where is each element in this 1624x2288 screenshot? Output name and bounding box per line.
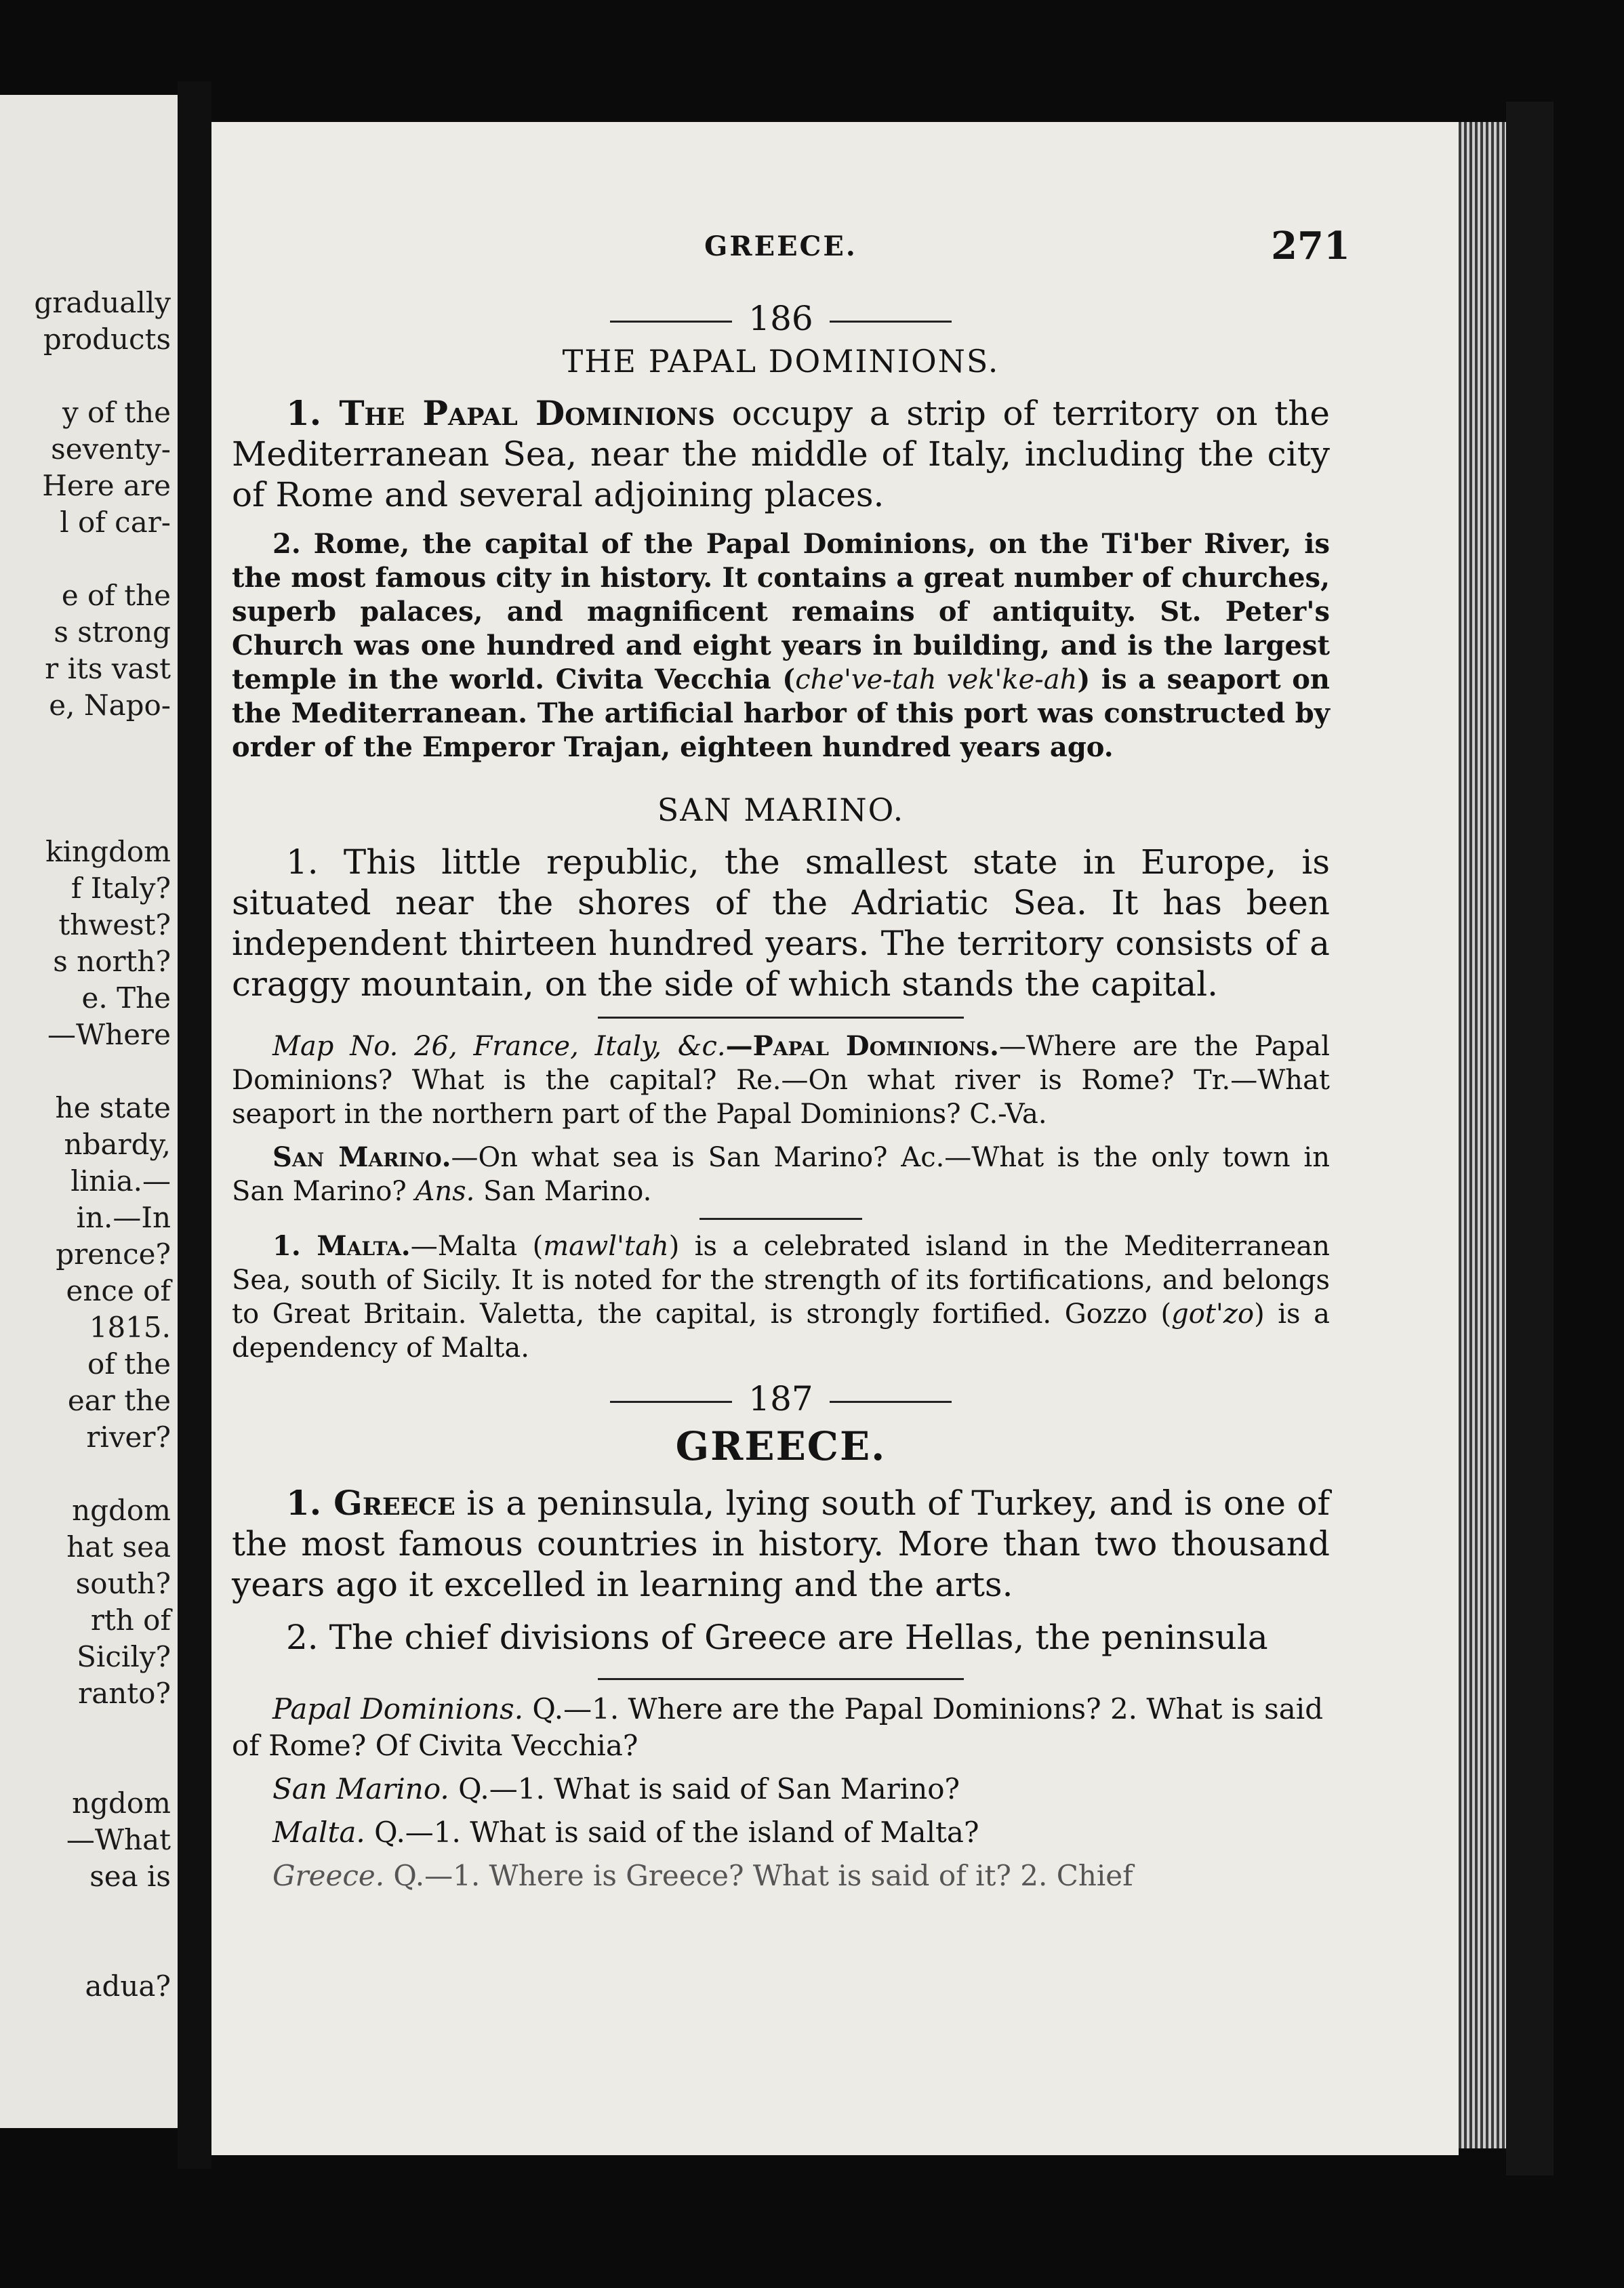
left-page-line: adua? [85,1969,171,2003]
left-page-line: ngdom [72,1786,171,1820]
left-page-line: 1815. [89,1311,171,1344]
left-page-line [8,1749,171,1785]
left-page-text [8,285,171,2005]
left-page-line: ranto? [78,1677,171,1710]
left-page-line: Here are [42,469,171,502]
left-page-line [8,358,171,394]
book-gutter [178,81,211,2169]
rule [598,1017,964,1019]
left-page-line: he state [55,1091,171,1124]
left-page-line: s strong [54,615,171,649]
left-page-line: of the [87,1347,171,1381]
left-page-line: e of the [61,579,171,612]
book-cover-edge [1506,102,1554,2175]
left-page-line: s north? [53,945,171,978]
lesson-number-187: 187 [232,1378,1330,1419]
section-title-papal: THE PAPAL DOMINIONS. [562,343,1000,380]
left-page-line: gradually [34,286,171,319]
left-page-line: nbardy, [64,1128,171,1161]
left-page-line: south? [75,1567,171,1600]
left-page-line: Sicily? [77,1640,171,1673]
left-page-line: linia.— [70,1164,171,1198]
map-questions-san-marino: San Marino.—On what sea is San Marino? Ac.—What is the only town in San Marino? Ans. San Marino. [232,1141,1330,1207]
left-page-line: —Where [47,1018,171,1051]
left-page-line: thwest? [58,908,171,941]
left-page-fragment [0,95,178,2128]
left-page-line: ear the [67,1384,171,1417]
left-page-line: ngdom [72,1494,171,1527]
section-title-san-marino: SAN MARINO. [657,792,905,828]
papal-para-1: 1. The Papal Dominions occupy a strip of territory on the Mediterranean Sea, near the middle of Italy, including the city of Rome and several adjoining places. [232,393,1330,514]
page-content [232,224,1350,1901]
greece-para-2: 2. The chief divisions of Greece are Hellas, the peninsula [286,1618,1268,1657]
left-page-line: e. The [81,981,171,1015]
malta-para: 1. Malta.—Malta (mawl'tah) is a celebrated island in the Mediterranean Sea, south of Sicily. It is noted for the strength of its fortifications, and belongs to Great Britain. Valetta, the capital, is strongly fortified. Gozzo (got'zo) is a dependency of Malta. [232,1230,1330,1364]
left-page-line: y of the [62,396,171,429]
left-page-line [8,797,171,834]
left-page-line [8,1053,171,1090]
left-page-line [8,541,171,577]
papal-para-2: 2. Rome, the capital of the Papal Dominions, on the Ti'ber River, is the most famous city in history. It contains a great number of churches, superb palaces, and magnificent remains of antiquity. St. Peter's Church was one hundred and eight years in building, and is the largest temple in the world. Civita Vecchia (che've-tah vek'ke-ah) is a seaport on the Mediterranean. The artificial harbor of this port was constructed by order of the Emperor Trajan, eighteen hundred years ago. [232,528,1330,763]
left-page-line: sea is [89,1860,171,1893]
left-page-line: e, Napo- [49,689,171,722]
page-edges [1459,122,1506,2148]
rule [598,1678,964,1680]
left-page-line [8,1456,171,1492]
left-page-line: in.—In [76,1201,171,1234]
page-number: 271 [1271,224,1350,268]
left-page-line: products [43,323,171,356]
review-questions [232,1691,1330,1894]
left-page-line [8,724,171,760]
left-page-line: f Italy? [70,872,171,905]
san-marino-para-1: 1. This little republic, the smallest state in Europe, is situated near the shores of the Adriatic Sea. It has been independent thirteen hundred years. The territory consists of a craggy mountain, on the side of which stands the capital. [232,842,1330,1004]
left-page-line: —What [66,1823,171,1856]
review-question: San Marino. Q.—1. What is said of San Marino? [272,1772,960,1805]
right-page [211,122,1459,2155]
left-page-line: ence of [66,1274,171,1307]
running-title: GREECE. [704,230,857,262]
left-page-line: rth of [90,1603,171,1637]
left-page-line [8,760,171,797]
review-question: Papal Dominions. Q.—1. Where are the Papal Dominions? 2. What is said of Rome? Of Civita Vecchia? [232,1692,1324,1762]
map-questions-papal: Map No. 26, France, Italy, &c.—Papal Dominions.—Where are the Papal Dominions? What is the capital? Re.—On what river is Rome? Tr.—What seaport in the northern part of the Papal Dominions? C.-Va. [232,1030,1331,1130]
left-page-line: kingdom [45,835,171,868]
left-page-line: prence? [56,1238,171,1271]
review-question: Greece. Q.—1. Where is Greece? What is said of it? 2. Chief [272,1859,1133,1892]
left-page-line: river? [86,1421,171,1454]
left-page-line: l of car- [60,506,171,539]
review-question: Malta. Q.—1. What is said of the island of Malta? [272,1816,979,1849]
left-page-line: seventy- [51,432,171,466]
section-title-greece: GREECE. [675,1423,887,1469]
left-page-line [8,1712,171,1749]
left-page-line [8,1895,171,1932]
left-page-line: hat sea [66,1530,171,1564]
left-page-line: r its vast [45,652,171,685]
running-head [232,224,1350,271]
greece-para-1: 1. Greece is a peninsula, lying south of Turkey, and is one of the most famous countries in history. More than two thousand years ago it excelled in learning and the arts. [232,1483,1330,1604]
left-page-line [8,1932,171,1968]
rule [699,1218,862,1220]
lesson-number-186: 186 [232,298,1330,339]
